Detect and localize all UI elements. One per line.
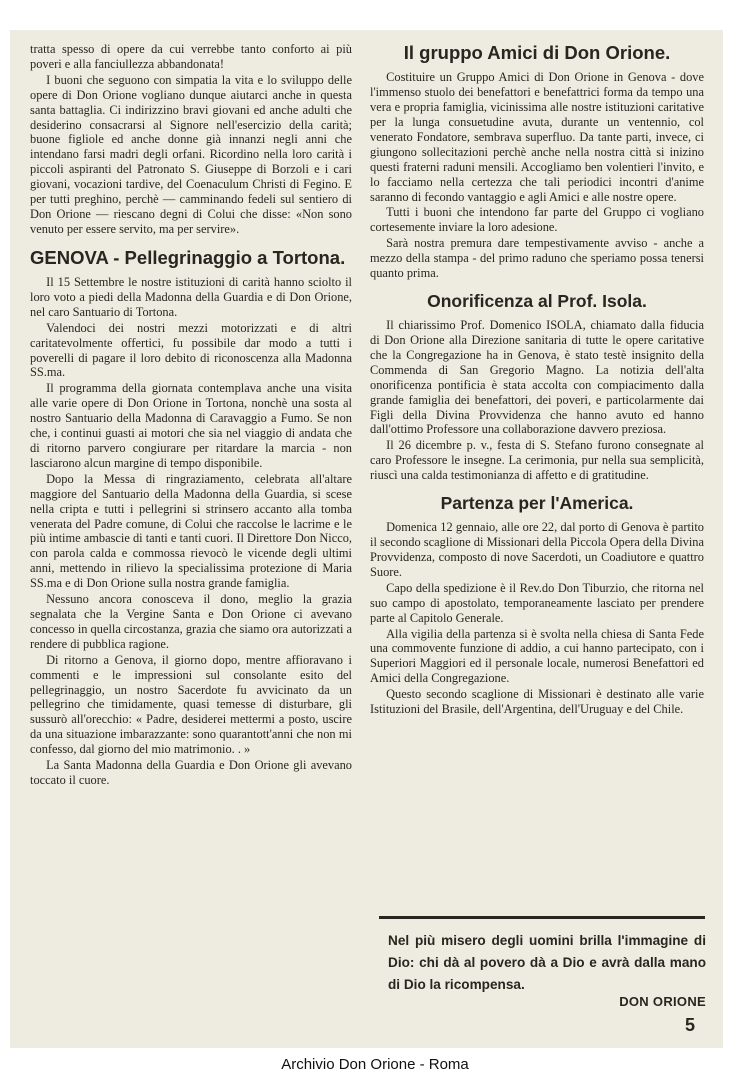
partenza-paragraph-1: Domenica 12 gennaio, alle ore 22, dal porto di Genova è partito il secondo scaglione di Missionari della Piccola Opera della Divina Provvidenza, composto di nove Sacerdoti, un Coadiutore e quattro Suore. (370, 520, 704, 579)
onorificenza-paragraph-1: Il chiarissimo Prof. Domenico ISOLA, chiamato dalla fiducia di Don Orione alla Direzione sanitaria di tutte le opere caritative che la Congregazione ha in Genova, è stato testè insignito della Commenda di San Gregorio Magno. La notizia dell'alta onorificenza pontificia è stata accolta con compiacimento dalla grande famiglia dei benefattori, dei poveri, e particolarmente dai Figli della Divina Provvidenza che hanno avuto ed hanno dall'ottimo Professore una collaborazione davvero preziosa. (370, 318, 704, 437)
left-column (30, 42, 352, 789)
intro-paragraph-1: tratta spesso di opere da cui verrebbe tanto conforto ai più poveri e alla fanciullezza abbandonata! (30, 42, 352, 71)
intro-paragraph-2: I buoni che seguono con simpatia la vita e lo sviluppo delle opere di Don Orione vogliano dunque aiutarci anche in questa santa battaglia. Ci indirizzino bravi giovani ed anche adulti che desiderino consacrarsi al Signore nell'esercizio della carità; buone figliole ed anche donne già innanzi negli anni che intendano farsi madri degli orfani. Ricordino nella loro carità i piccoli aspiranti del Patronato S. Giuseppe di Borzoli e i cari giovani, vocazioni tardive, del Coenaculum Christi di Fegino. E per tutti preghino, perchè — camminando fedeli sul sentiero di Don Orione — riescano degni di Colui che disse: «Non sono venuto per essere servito, ma per servire». (30, 72, 352, 236)
gruppo-paragraph-1: Costituire un Gruppo Amici di Don Orione in Genova - dove l'immenso stuolo dei benefattori e benefattrici forma da tempo una vera e propria famiglia, vicinissima alle nostre istituzioni caritative per la lunga consuetudine avuta, durante un ventennio, col venerato Fondatore, sembrava superfluo. Da tante parti, invece, ci giungono sollecitazioni perchè anche nella nostra città si inizino questi fraterni raduni mensili. Accogliamo ben volentieri l'invito, e lo facciamo nella certezza che tali periodici incontri d'anime saranno di fecondo vantaggio e agli Amici e alle nostre opere. (370, 70, 704, 204)
partenza-paragraph-2: Capo della spedizione è il Rev.do Don Tiburzio, che ritorna nel suo campo di apostolato, temporaneamente lasciato per prendere parte al Capitolo Generale. (370, 580, 704, 625)
section-title-onorificenza: Onorificenza al Prof. Isola. (427, 290, 647, 311)
magazine-page (10, 30, 723, 1048)
right-column (370, 42, 704, 718)
genova-paragraph-7: La Santa Madonna della Guardia e Don Orione gli avevano toccato il cuore. (30, 758, 352, 787)
section-title-gruppo-amici: Il gruppo Amici di Don Orione. (403, 42, 671, 63)
gruppo-paragraph-3: Sarà nostra premura dare tempestivamente avviso - anche a mezzo della stampa - del primo raduno che speriamo possa tenersi quanto prima. (370, 236, 704, 281)
quote-divider-rule (379, 916, 705, 919)
genova-paragraph-4: Dopo la Messa di ringraziamento, celebrata all'altare maggiore del Santuario della Madonna della Guardia, si scese nella cripta e tutti i pellegrini si strinsero accanto alla tomba venerata del Padre comune, di Colui che raccolse le lacrime e le più intime ambascie di tanti e tanti cuori. Il Direttore Don Nicco, con parola calda e commossa rievocò le vicende degli ultimi anni, mettendo in rilievo la specialissima protezione di Maria SS.ma e di Don Orione sulla nostra grande famiglia. (30, 471, 352, 591)
partenza-paragraph-3: Alla vigilia della partenza si è svolta nella chiesa di Santa Fede una commovente funzione di addio, a cui hanno partecipato, con i Superiori Maggiori ed il personale locale, numerosi Benefattori ed Amici della Congregazione. (370, 626, 704, 686)
onorificenza-paragraph-2: Il 26 dicembre p. v., festa di S. Stefano furono consegnate al caro Professore le insegne. La cerimonia, pur nella sua semplicità, riuscì una calda testimonianza di affetto e di gratitudine. (370, 438, 704, 483)
genova-paragraph-2: Valendoci dei nostri mezzi motorizzati e di altri caritatevolmente offertici, fu possibile dar modo a tutti i poverelli di pagare il loro debito di riconoscenza alla Madonna SS.ma. (30, 320, 352, 380)
genova-paragraph-6: Di ritorno a Genova, il giorno dopo, mentre affioravano i commenti e le impressioni sul consolante esito del pellegrinaggio, un nostro Sacerdote fu avvicinato da un pellegrino che timidamente, quasi temesse di disturbare, gli sussurò all'orecchio: « Padre, desiderei mettermi a posto, uscire da una situazione imbarazzante: sono quarantott'anni che non mi confesso, dal giorno del mio matrimonio. . » (30, 652, 352, 757)
quote-text: Nel più misero degli uomini brilla l'immagine di Dio: chi dà al povero dà a Dio e avrà dalla mano di Dio la ricompensa. (388, 933, 706, 992)
genova-paragraph-1: Il 15 Settembre le nostre istituzioni di carità hanno sciolto il loro voto a piedi della Madonna della Guardia e di Don Orione, nel caro Santuario di Tortona. (30, 275, 352, 319)
page-number: 5 (684, 1015, 695, 1035)
gruppo-paragraph-2: Tutti i buoni che intendono far parte del Gruppo ci vogliano cortesemente inviare la loro adesione. (370, 205, 704, 235)
quote-signature: DON ORIONE (619, 994, 706, 1009)
quote-box (388, 930, 706, 1009)
section-title-genova: GENOVA - Pellegrinaggio a Tortona. (30, 246, 346, 268)
genova-paragraph-3: Il programma della giornata contemplava anche una visita alle varie opere di Don Orione in Tortona, nonchè una sosta al nostro Santuario della Madonna di Caravaggio a Fumo. Se non che, i continui guasti ai motori che sia nel viaggio di andata che di ritorno parvero congiurare per ritardare la marcia - non lasciarono alcun margine di tempo disponibile. (30, 381, 352, 470)
section-title-partenza: Partenza per l'America. (440, 493, 634, 514)
partenza-paragraph-4: Questo secondo scaglione di Missionari è destinato alle varie Istituzioni del Brasile, dell'Argentina, dell'Uruguay e del Chile. (370, 687, 704, 717)
genova-paragraph-5: Nessuno ancora conosceva il dono, meglio la grazia segnalata che la Vergine Santa e Don Orione ci avevano concesso in quella circostanza, grazia che siamo ora autorizzati a rendere di pubblica ragione. (30, 592, 352, 651)
archive-footer: Archivio Don Orione - Roma (281, 1056, 469, 1073)
